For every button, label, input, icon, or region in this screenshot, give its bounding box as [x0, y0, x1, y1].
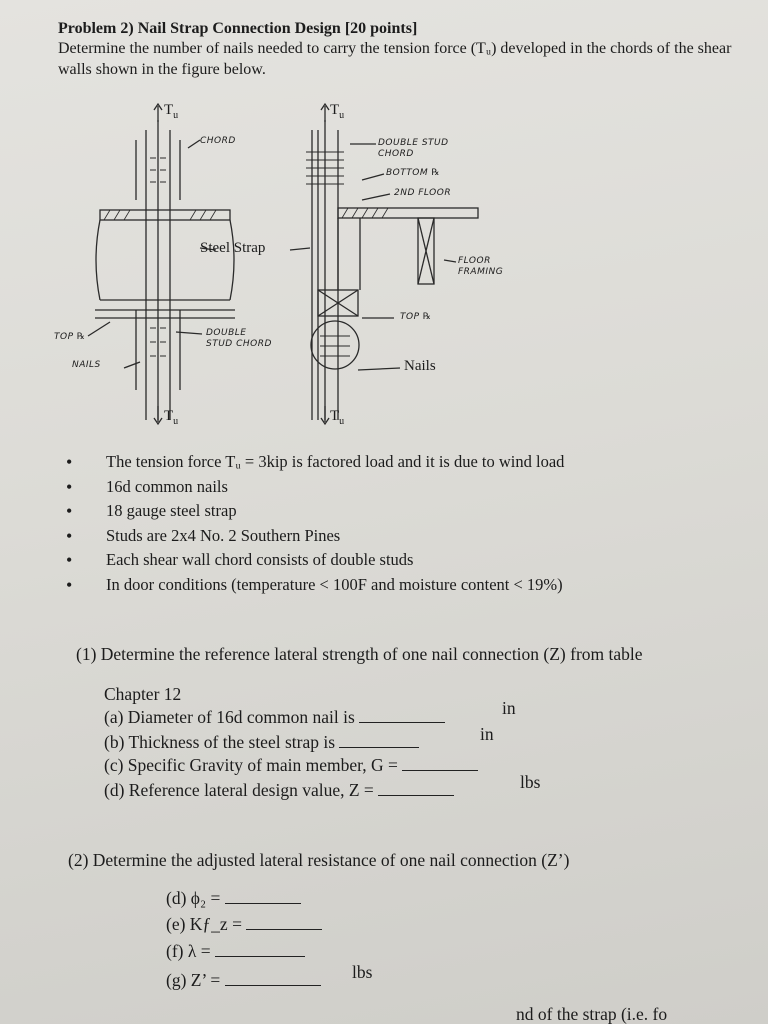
label-steel-strap: Steel Strap [200, 240, 266, 256]
answer-blank-b[interactable] [339, 733, 419, 748]
shear-wall-figure [40, 100, 560, 440]
tu-top-right: $T_u$ [330, 102, 345, 121]
given-conditions-list [66, 450, 564, 597]
answer-blank-phi[interactable] [225, 889, 301, 904]
list-item: • 16d common nails [66, 475, 564, 500]
list-item: • Each shear wall chord consists of double studs [66, 548, 564, 573]
answer-blank-c[interactable] [402, 756, 478, 771]
label-double-stud-left-2: STUD CHORD [206, 339, 272, 349]
footer-fragment: nd of the strap (i.e. fo [516, 1004, 668, 1024]
part1-d-unit: lbs [520, 772, 541, 792]
part2-d: (d) ϕ₂ = [166, 888, 301, 909]
problem-title: Problem 2) Nail Strap Connection Design [20 points] [58, 20, 418, 37]
answer-blank-lambda[interactable] [215, 942, 305, 957]
label-bottom-plate: BOTTOM ℞ [386, 168, 441, 178]
label-chord: CHORD [200, 136, 236, 146]
answer-blank-z-prime[interactable] [225, 971, 321, 986]
label-nails-right: Nails [404, 358, 436, 374]
label-top-plate-left: TOP ℞ [54, 332, 86, 342]
label-top-plate-right: TOP ℞ [400, 312, 432, 322]
label-double-stud-left-1: DOUBLE [206, 328, 247, 338]
label-double-stud-chord-2: CHORD [378, 149, 414, 159]
tu-bottom-right: $T_u$ [330, 408, 345, 427]
part1-heading-cont: Chapter 12 [104, 684, 182, 704]
list-item: • The tension force Tᵤ = 3kip is factored load and it is due to wind load [66, 450, 564, 475]
floor-deck [338, 208, 478, 218]
list-item: • Studs are 2x4 No. 2 Southern Pines [66, 524, 564, 549]
part1-heading: (1) Determine the reference lateral strength of one nail connection (Z) from table [76, 644, 643, 664]
list-item: • In door conditions (temperature < 100F and moisture content < 19%) [66, 573, 564, 598]
answer-blank-kf[interactable] [246, 915, 322, 930]
label-floor-framing-2: FRAMING [458, 267, 504, 277]
part2-f: (f) λ = [166, 941, 305, 962]
label-nails-left: NAILS [72, 360, 101, 370]
answer-blank-a[interactable] [359, 708, 445, 723]
part2-g: (g) Z’ = [166, 970, 321, 991]
part1-a: (a) Diameter of 16d common nail is [104, 707, 445, 728]
tu-bottom-left: $T_u$ [164, 408, 179, 427]
list-item: • 18 gauge steel strap [66, 499, 564, 524]
answer-blank-d[interactable] [378, 781, 454, 796]
part2-heading: (2) Determine the adjusted lateral resistance of one nail connection (Z’) [68, 850, 570, 870]
part1-b: (b) Thickness of the steel strap is [104, 732, 419, 753]
label-floor-framing-1: FLOOR [458, 256, 491, 266]
part1-a-unit: in [502, 698, 516, 718]
label-second-floor: 2ND FLOOR [394, 188, 452, 198]
part1-d: (d) Reference lateral design value, Z = [104, 780, 454, 801]
part1-c: (c) Specific Gravity of main member, G = [104, 755, 478, 776]
label-double-stud-chord-1: DOUBLE STUD [378, 138, 449, 148]
tu-top-left: $T_u$ [164, 102, 179, 121]
part2-g-unit: lbs [352, 962, 373, 982]
part1-b-unit: in [480, 724, 494, 744]
part2-e: (e) Kƒ_z = [166, 914, 322, 935]
problem-intro: Determine the number of nails needed to carry the tension force (Tᵤ) developed in the chords of the shear walls shown in the figure below. [58, 40, 732, 78]
